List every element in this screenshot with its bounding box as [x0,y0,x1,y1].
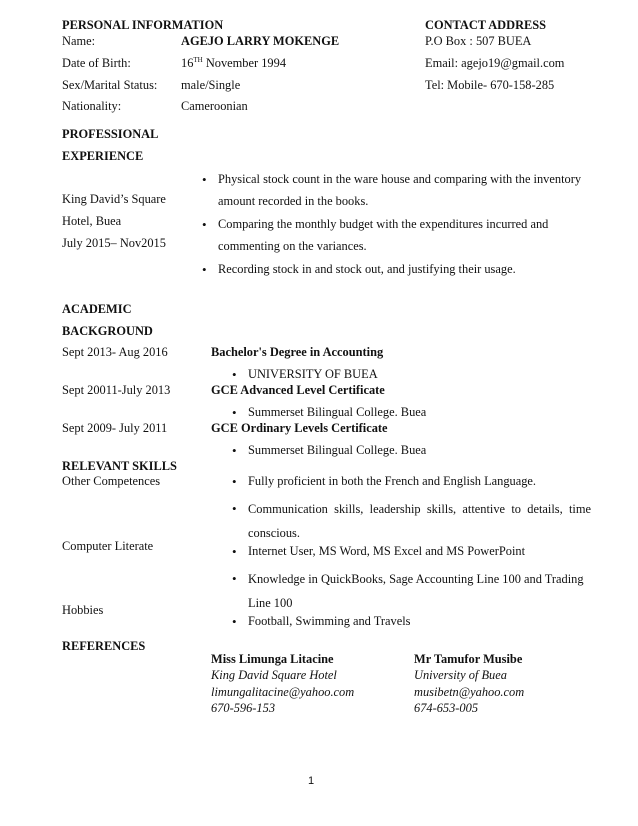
academic-school: • UNIVERSITY OF BUEA [248,367,378,382]
skills-heading: RELEVANT SKILLS [62,459,177,473]
page-number: 1 [308,775,315,787]
experience-heading-line2: EXPERIENCE [62,149,144,163]
reference-email: musibetn@yahoo.com [414,685,525,699]
reference-org: King David Square Hotel [211,668,337,682]
sex-label: Sex/Marital Status: [62,78,158,92]
experience-heading-line1: PROFESSIONAL [62,127,159,141]
reference-org: University of Buea [414,668,507,682]
experience-bullet: • Comparing the monthly budget with the expenditures incurred and [218,217,548,232]
nationality-label: Nationality: [62,99,122,113]
computer-literate-label: Computer Literate [62,539,154,553]
academic-heading-line1: ACADEMIC [62,302,132,316]
experience-bullet: • Recording stock in and stock out, and justifying their usage. [218,262,516,277]
experience-bullet-cont: commenting on the variances. [218,239,367,253]
other-competences-label: Other Competences [62,474,161,488]
academic-period: Sept 2009- July 2011 [62,421,168,435]
reference-email: limungalitacine@yahoo.com [211,685,355,699]
academic-school: • Summerset Bilingual College. Buea [248,405,426,420]
employment-period: July 2015– Nov2015 [62,236,166,250]
experience-bullet: • Physical stock count in the ware house and comparing with the inventory [218,172,581,187]
name-label: Name: [62,34,96,48]
skill-bullet: • Knowledge in QuickBooks, Sage Accounting Line 100 and Trading Line 100 [248,567,598,615]
academic-title: GCE Advanced Level Certificate [211,383,385,397]
dob-value: 16TH November 1994 [181,55,287,70]
email-text: Email: agejo19@gmail.com [425,56,565,70]
skill-bullet: • Communication skills, leadership skills, attentive to details, time conscious. [248,497,591,545]
skill-bullet: • Football, Swimming and Travels [248,614,410,629]
academic-title: Bachelor's Degree in Accounting [211,345,384,359]
employer-line2: Hotel, Buea [62,214,122,228]
employer-line1: King David’s Square [62,192,166,206]
dob-label: Date of Birth: [62,56,131,70]
reference-name: Miss Limunga Litacine [211,652,334,666]
academic-period: Sept 20011-July 2013 [62,383,171,397]
hobbies-label: Hobbies [62,603,104,617]
academic-heading-line2: BACKGROUND [62,324,153,338]
skill-bullet: • Internet User, MS Word, MS Excel and MS PowerPoint [248,544,525,559]
sex-value: male/Single [181,78,241,92]
academic-title: GCE Ordinary Levels Certificate [211,421,388,435]
reference-phone: 674-653-005 [414,701,479,715]
academic-period: Sept 2013- Aug 2016 [62,345,168,359]
po-box: P.O Box : 507 BUEA [425,34,532,48]
academic-school: • Summerset Bilingual College. Buea [248,443,426,458]
nationality-value: Cameroonian [181,99,248,113]
experience-bullet-cont: amount recorded in the books. [218,194,369,208]
reference-phone: 670-596-153 [211,701,276,715]
skill-bullet: • Fully proficient in both the French and English Language. [248,474,536,489]
contact-heading: CONTACT ADDRESS [425,18,547,32]
reference-name: Mr Tamufor Musibe [414,652,523,666]
personal-info-heading: PERSONAL INFORMATION [62,18,224,32]
name-value: AGEJO LARRY MOKENGE [181,34,340,48]
references-heading: REFERENCES [62,639,146,653]
tel-text: Tel: Mobile- 670-158-285 [425,78,555,92]
